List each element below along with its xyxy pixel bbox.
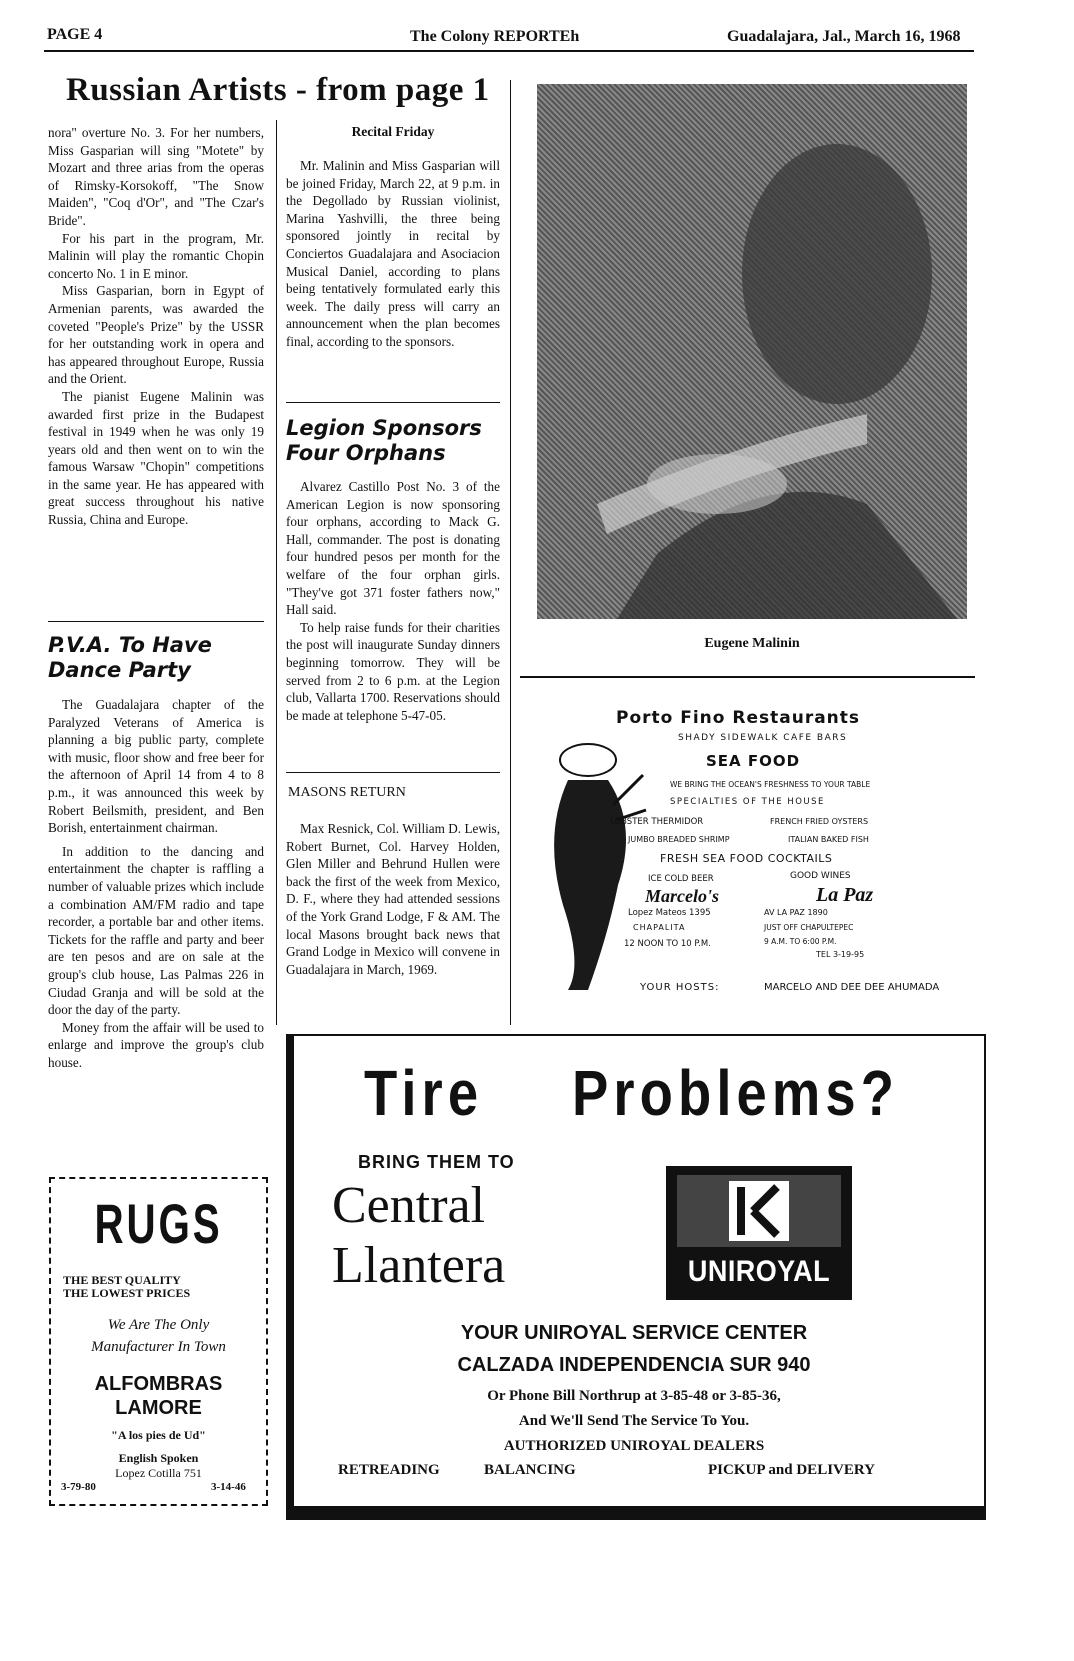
divider bbox=[520, 676, 975, 678]
loc1-area: CHAPALITA bbox=[633, 923, 686, 932]
rugs-manufacturer: Manufacturer In Town bbox=[91, 1339, 226, 1355]
dateline: Guadalajara, Jal., March 16, 1968 bbox=[727, 28, 961, 45]
tire-pickup: PICKUP and DELIVERY bbox=[708, 1462, 876, 1478]
rugs-only: We Are The Only bbox=[107, 1317, 210, 1333]
recital-article bbox=[286, 157, 500, 351]
divider bbox=[286, 772, 500, 773]
loc2-addr: AV LA PAZ 1890 bbox=[764, 908, 828, 917]
loc2-hours: 9 A.M. TO 6:00 P.M. bbox=[764, 937, 837, 946]
paragraph: The pianist Eugene Malinin was awarded first prize in the Budapest festival in 1949 when he was only 19 years old and then went on to win the famous Warsaw "Chopin" competitions in the same year. He has appeared with great success throughout his native Russia, China and Europe. bbox=[48, 388, 264, 528]
rugs-alfombras: ALFOMBRAS bbox=[94, 1373, 223, 1395]
uniroyal-emblem-icon bbox=[669, 1169, 849, 1251]
loc1-name: Marcelo's bbox=[645, 886, 719, 906]
menu-item: JUMBO BREADED SHRIMP bbox=[628, 835, 730, 844]
menu-item: ITALIAN BAKED FISH bbox=[788, 835, 869, 844]
paragraph: Mr. Malinin and Miss Gasparian will be joined Friday, March 22, at 9 p.m. in the Degollado by Russian violinist, Marina Yashvilli, the three being sponsored jointly in recital by Conciertos Guadalajara and Asociacion Musical Daniel, according to plans being tentatively formulated early this week. The daily press will carry an announcement when the plan becomes final, according to the sponsors. bbox=[286, 158, 500, 349]
rugs-prices: THE LOWEST PRICES bbox=[63, 1286, 191, 1300]
pva-article bbox=[48, 696, 264, 1071]
tire-headline-2: Problems? bbox=[572, 1057, 900, 1129]
column-separator bbox=[276, 120, 277, 1025]
rugs-phone-1: 3-79-80 bbox=[61, 1481, 96, 1493]
tire-headline-1: Tire bbox=[364, 1057, 484, 1129]
porto-slogan: WE BRING THE OCEAN'S FRESHNESS TO YOUR TABLE bbox=[670, 780, 871, 789]
paragraph: Max Resnick, Col. William D. Lewis, Robert Burnet, Col. Harvey Holden, Glen Miller and Behrund Hullen were back the first of the week from Mexico, D. F., where they had attended sessions of the York Grand Lodge, F & AM. The local Masons brought back news that Grand Lodge in Mexico will convene in Guadalajara in March, 1969. bbox=[286, 821, 500, 977]
pianist-silhouette bbox=[537, 84, 967, 619]
tire-llantera: Llantera bbox=[332, 1237, 506, 1294]
page-number: PAGE 4 bbox=[47, 26, 103, 43]
paper-name: The Colony REPORTEh bbox=[410, 28, 580, 45]
loc2-phone: TEL 3-19-95 bbox=[816, 950, 865, 959]
recital-title: Recital Friday bbox=[351, 124, 435, 139]
rugs-quality: THE BEST QUALITY bbox=[63, 1273, 181, 1287]
porto-fino-ad bbox=[520, 690, 975, 1020]
header-rule bbox=[44, 50, 974, 52]
chef-lobster-icon bbox=[528, 735, 648, 995]
tire-retreading: RETREADING bbox=[338, 1462, 440, 1478]
paragraph: The Guadalajara chapter of the Paralyzed Veterans of America is planning a big public party, complete with music, floor show and free beer for the afternoon of April 14 from 4 to 8 p.m., it was announced this week by Robert Beilsmith, president, and Ben Borish, entertainment chairman. bbox=[48, 697, 264, 836]
rugs-slogan: "A los pies de Ud" bbox=[111, 1428, 206, 1442]
tire-central: Central bbox=[332, 1177, 486, 1234]
pva-title: P.V.A. To Have Dance Party bbox=[48, 633, 212, 682]
loc2-area: JUST OFF CHAPULTEPEC bbox=[764, 923, 854, 932]
column-1 bbox=[48, 124, 264, 529]
tire-balancing: BALANCING bbox=[484, 1462, 576, 1478]
paragraph: For his part in the program, Mr. Malinin will play the romantic Chopin concerto No. 1 in E minor. bbox=[48, 230, 264, 281]
porto-title: Porto Fino Restaurants bbox=[616, 708, 861, 728]
tire-authorized: AUTHORIZED UNIROYAL DEALERS bbox=[503, 1438, 765, 1454]
headline: Russian Artists - from page 1 bbox=[66, 72, 490, 108]
masons-title: MASONS RETURN bbox=[288, 785, 406, 800]
legion-article bbox=[286, 478, 500, 724]
rugs-title: RUGS bbox=[94, 1192, 223, 1255]
tire-phone: Or Phone Bill Northrup at 3-85-48 or 3-85-36, bbox=[487, 1388, 781, 1404]
paragraph: To help raise funds for their charities the post will inaugurate Sunday dinners beginning tomorrow. They will be served from 2 to 6 p.m. at the Legion club, Vallarta 1700. Reservations should be made at telephone 5-47-05. bbox=[286, 619, 500, 723]
rugs-address: Lopez Cotilla 751 bbox=[115, 1466, 202, 1480]
porto-sub: SHADY SIDEWALK CAFE BARS bbox=[678, 733, 848, 743]
loc1-hours: 12 NOON TO 10 P.M. bbox=[624, 939, 711, 949]
menu-item: FRENCH FRIED OYSTERS bbox=[770, 817, 869, 826]
wines: GOOD WINES bbox=[790, 871, 851, 881]
tire-service: YOUR UNIROYAL SERVICE CENTER bbox=[460, 1322, 808, 1344]
loc2-name: La Paz bbox=[816, 884, 874, 906]
paragraph: In addition to the dancing and entertainment the chapter is raffling a number of valuable prizes which include a combination AM/FM radio and tape recorder, a portable bar and other items. Tickets for the raffle and party and beer are ten pesos and are on sale at the group's club house, Las Palmas 226 in Ciudad Granja and will be sold at the door the day of the party. bbox=[48, 843, 264, 1018]
hosts-names: MARCELO AND DEE DEE AHUMADA bbox=[764, 982, 940, 993]
rugs-ad bbox=[49, 1177, 268, 1506]
rugs-phone-2: 3-14-46 bbox=[211, 1481, 246, 1493]
hosts-label: YOUR HOSTS: bbox=[640, 982, 720, 993]
tire-send: And We'll Send The Service To You. bbox=[518, 1413, 750, 1429]
paragraph: nora" overture No. 3. For her numbers, Miss Gasparian will sing "Motete" by Mozart and three arias from the operas of Rimsky-Korsokoff, "The Snow Maiden", "Coq d'Or", and "The Czar's Bride". bbox=[48, 125, 264, 228]
uniroyal-logo bbox=[666, 1166, 852, 1300]
rugs-english: English Spoken bbox=[118, 1451, 199, 1465]
paragraph: Miss Gasparian, born in Egypt of Armenian parents, was awarded the coveted "People's Prize" by the USSR for her outstanding work in opera and has appeared throughout Europe, Russia and the Orient. bbox=[48, 283, 264, 387]
masons-article bbox=[286, 820, 500, 978]
column-separator bbox=[510, 80, 511, 1025]
rugs-lamore: LAMORE bbox=[115, 1397, 202, 1419]
divider bbox=[286, 402, 500, 403]
tire-bring: BRING THEM TO bbox=[358, 1152, 515, 1172]
loc1-addr: Lopez Mateos 1395 bbox=[628, 908, 711, 918]
menu-item: FRESH SEA FOOD COCKTAILS bbox=[660, 852, 833, 865]
uniroyal-wordmark: UNIROYAL bbox=[678, 1251, 840, 1293]
porto-seafood: SEA FOOD bbox=[706, 752, 801, 770]
malinin-photo bbox=[537, 84, 967, 619]
paragraph: Alvarez Castillo Post No. 3 of the American Legion is now sponsoring four orphans, according to Mack G. Hall, commander. The post is donating four hundred pesos per month for the welfare of the four orphan girls. "They've got 371 foster fathers now," Hall said. bbox=[286, 479, 500, 618]
menu-item: LOBSTER THERMIDOR bbox=[610, 817, 704, 827]
tire-ad bbox=[286, 1034, 986, 1520]
legion-title: Legion Sponsors Four Orphans bbox=[286, 416, 482, 465]
photo-caption: Eugene Malinin bbox=[704, 636, 800, 651]
divider bbox=[48, 621, 264, 622]
paragraph: Money from the affair will be used to enlarge and improve the group's club house. bbox=[48, 1019, 264, 1070]
porto-specialties: SPECIALTIES OF THE HOUSE bbox=[670, 797, 825, 807]
beer: ICE COLD BEER bbox=[648, 874, 714, 884]
tire-address: CALZADA INDEPENDENCIA SUR 940 bbox=[457, 1354, 811, 1376]
